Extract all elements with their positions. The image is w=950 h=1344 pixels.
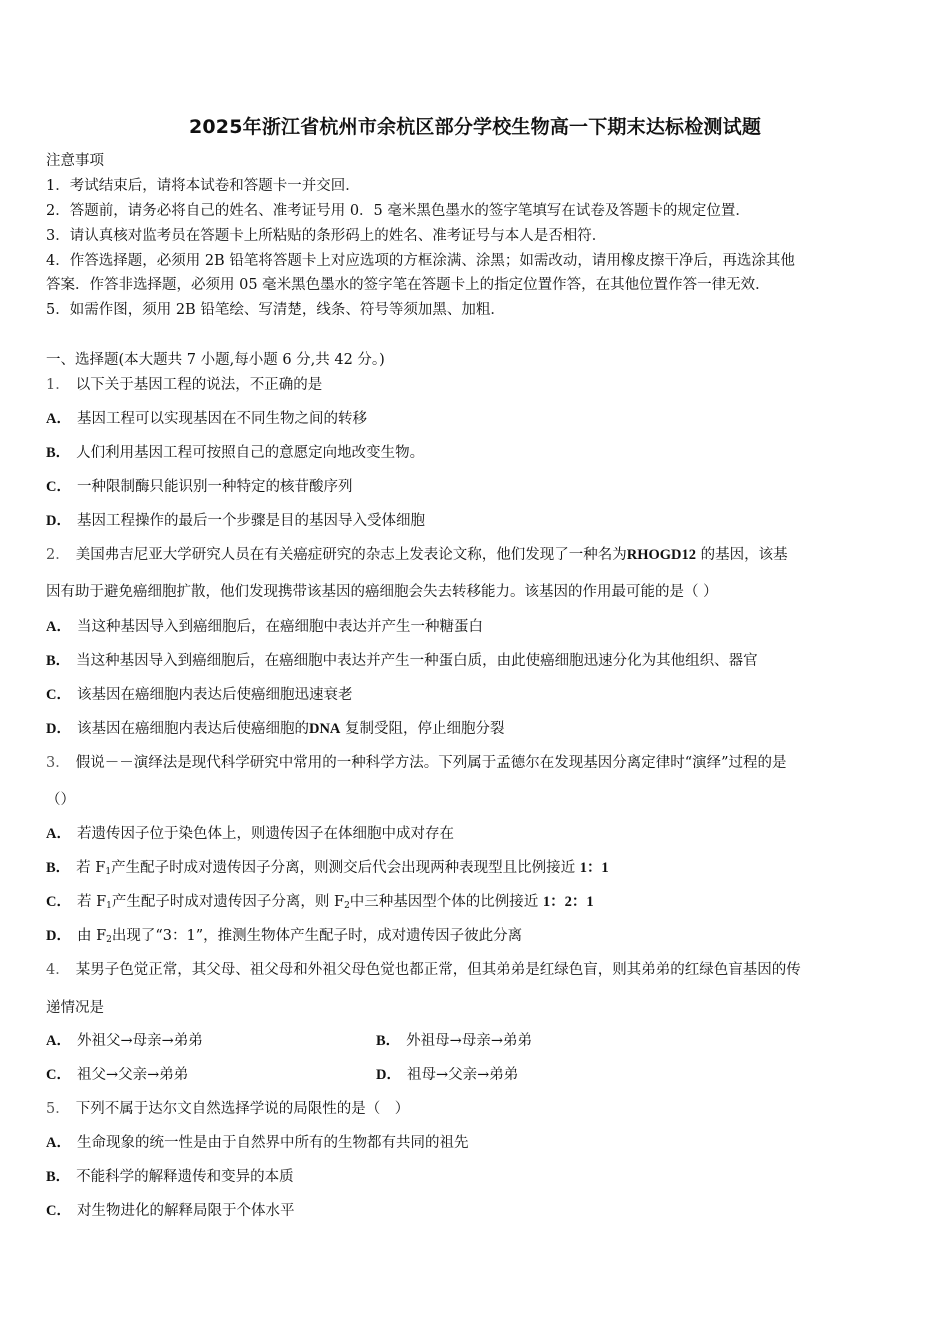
question-number: 1． (46, 377, 70, 393)
option-text: 外祖母→母亲→弟弟 (406, 1033, 532, 1049)
question-number: 2． (46, 547, 70, 563)
question-3-option-d (46, 926, 522, 946)
option-label: D． (46, 513, 71, 529)
option-label: C． (46, 1203, 71, 1219)
notice-item: 2．答题前，请务必将自己的姓名、准考证号用 0．5 毫米黑色墨水的签字笔填写在试卷及答题卡的规定位置． (46, 203, 750, 219)
option-text: 产生配子时成对遗传因子分离，则测交后代会出现两种表现型且比例接近 (111, 860, 576, 876)
option-text: 一种限制酶只能识别一种特定的核苷酸序列 (76, 479, 353, 495)
option-label: A． (46, 1135, 71, 1151)
question-number: 5． (46, 1101, 70, 1117)
option-text: 若 F (76, 894, 107, 910)
option-label: C． (46, 479, 71, 495)
option-label: B． (46, 445, 71, 461)
option-label: D． (376, 1067, 401, 1083)
notice-item: 3．请认真核对监考员在答题卡上所粘贴的条形码上的姓名、准考证号与本人是否相符． (46, 228, 607, 244)
option-text: 若 F (76, 860, 106, 876)
notice-heading: 注意事项 (46, 153, 104, 169)
option-text: 出现了“3：1”，推测生物体产生配子时，成对遗传因子彼此分离 (111, 928, 523, 944)
notice-item: 1．考试结束后，请将本试卷和答题卡一并交回． (46, 178, 360, 194)
question-4-stem-cont: 递情况是 (46, 1000, 104, 1016)
question-4-option-a (46, 1031, 203, 1051)
option-text: 生命现象的统一性是由于自然界中所有的生物都有共同的祖先 (76, 1135, 469, 1151)
subscript: 2 (344, 901, 350, 911)
question-text: 某男子色觉正常，其父母、祖父母和外祖父母色觉也都正常，但其弟弟是红绿色盲，则其弟弟的红绿色盲基因的传 (75, 962, 801, 978)
option-label: C． (46, 687, 71, 703)
option-text: 该基因在癌细胞内表达后使癌细胞的 (76, 721, 309, 737)
question-number: 3． (46, 755, 70, 771)
question-4-option-c (46, 1065, 188, 1085)
question-5-option-a (46, 1133, 468, 1153)
option-label: A． (46, 826, 71, 842)
option-text: 基因工程操作的最后一个步骤是目的基因导入受体细胞 (76, 513, 425, 529)
question-3-stem (46, 753, 787, 773)
notice-item: 5．如需作图，须用 2B 铅笔绘、写清楚，线条、符号等须加黑、加粗． (46, 302, 505, 318)
option-label: D． (46, 928, 71, 944)
option-text: 基因工程可以实现基因在不同生物之间的转移 (76, 411, 367, 427)
question-3-option-a (46, 824, 454, 844)
question-text: 美国弗吉尼亚大学研究人员在有关癌症研究的杂志上发表论文称，他们发现了一种名为 (75, 547, 627, 563)
gene-name: RHOGD12 (626, 547, 697, 563)
question-1-option-c (46, 477, 352, 497)
question-4-option-d (376, 1065, 518, 1085)
question-text: 下列不属于达尔文自然选择学说的局限性的是（ ） (75, 1101, 410, 1117)
question-3-option-c (46, 892, 594, 912)
question-1-option-a (46, 409, 367, 429)
option-text: 复制受阻，停止细胞分裂 (345, 721, 505, 737)
option-label: C． (46, 1067, 71, 1083)
option-text: 人们利用基因工程可按照自己的意愿定向地改变生物。 (76, 445, 425, 461)
option-text: 该基因在癌细胞内表达后使癌细胞迅速衰老 (76, 687, 353, 703)
question-1-option-b (46, 443, 424, 463)
option-label: B． (376, 1033, 401, 1049)
option-text: 若遗传因子位于染色体上，则遗传因子在体细胞中成对存在 (76, 826, 454, 842)
question-text: 的基因，该基 (700, 547, 788, 563)
option-text: 当这种基因导入到癌细胞后，在癌细胞中表达并产生一种蛋白质，由此使癌细胞迅速分化为其他组织、器官 (76, 653, 758, 669)
page-title: 2025年浙江省杭州市余杭区部分学校生物高一下期末达标检测试题 (188, 116, 762, 138)
option-label: A． (46, 411, 71, 427)
question-4-option-b (376, 1031, 532, 1051)
question-1-option-d (46, 511, 425, 531)
subscript: 2 (106, 935, 112, 945)
option-label: B． (46, 1169, 71, 1185)
question-2-stem (46, 545, 788, 565)
question-number: 4． (46, 962, 70, 978)
question-2-option-b (46, 651, 758, 671)
option-label: B． (46, 653, 71, 669)
question-1-stem (46, 375, 322, 395)
option-label: D． (46, 721, 71, 737)
option-text: 不能科学的解释遗传和变异的本质 (76, 1169, 294, 1185)
ratio: 1：2：1 (542, 894, 594, 910)
question-5-option-b (46, 1167, 294, 1187)
question-5-option-c (46, 1201, 294, 1221)
option-text: 对生物进化的解释局限于个体水平 (76, 1203, 295, 1219)
ratio: 1：1 (579, 860, 609, 876)
question-5-stem (46, 1099, 409, 1119)
option-label: B． (46, 860, 71, 876)
question-3-option-b (46, 858, 609, 878)
subscript: 1 (106, 901, 112, 911)
question-text: 以下关于基因工程的说法，不正确的是 (75, 377, 323, 393)
section-heading: 一、选择题(本大题共 7 小题,每小题 6 分,共 42 分。) (46, 352, 385, 368)
subscript: 1 (105, 867, 112, 877)
question-2-option-d (46, 719, 505, 739)
question-text: 假说－－演绎法是现代科学研究中常用的一种科学方法。下列属于孟德尔在发现基因分离定律时“演绎”过程的是 (75, 755, 787, 771)
option-label: A． (46, 619, 71, 635)
question-4-stem (46, 960, 801, 980)
option-text: 当这种基因导入到癌细胞后，在癌细胞中表达并产生一种糖蛋白 (76, 619, 483, 635)
question-2-stem-cont: 因有助于避免癌细胞扩散，他们发现携带该基因的癌细胞会失去转移能力。该基因的作用最可能的是（ ） (46, 584, 718, 600)
question-2-option-c (46, 685, 352, 705)
option-text: 产生配子时成对遗传因子分离，则 F (111, 894, 345, 910)
question-3-stem-cont: （） (46, 792, 75, 808)
option-text: 由 F (76, 928, 107, 944)
option-text: 祖母→父亲→弟弟 (406, 1067, 519, 1083)
option-text: 中三种基因型个体的比例接近 (349, 894, 539, 910)
option-text: 外祖父→母亲→弟弟 (76, 1033, 203, 1049)
notice-item: 答案．作答非选择题，必须用 05 毫米黑色墨水的签字笔在答题卡上的指定位置作答，在其他位置作答一律无效． (46, 277, 770, 293)
dna-term: DNA (308, 721, 341, 737)
question-2-option-a (46, 617, 483, 637)
option-label: C． (46, 894, 71, 910)
notice-item: 4．作答选择题，必须用 2B 铅笔将答题卡上对应选项的方框涂满、涂黑；如需改动，请用橡皮擦干净后，再选涂其他 (46, 253, 795, 269)
option-text: 祖父→父亲→弟弟 (76, 1067, 189, 1083)
option-label: A． (46, 1033, 71, 1049)
